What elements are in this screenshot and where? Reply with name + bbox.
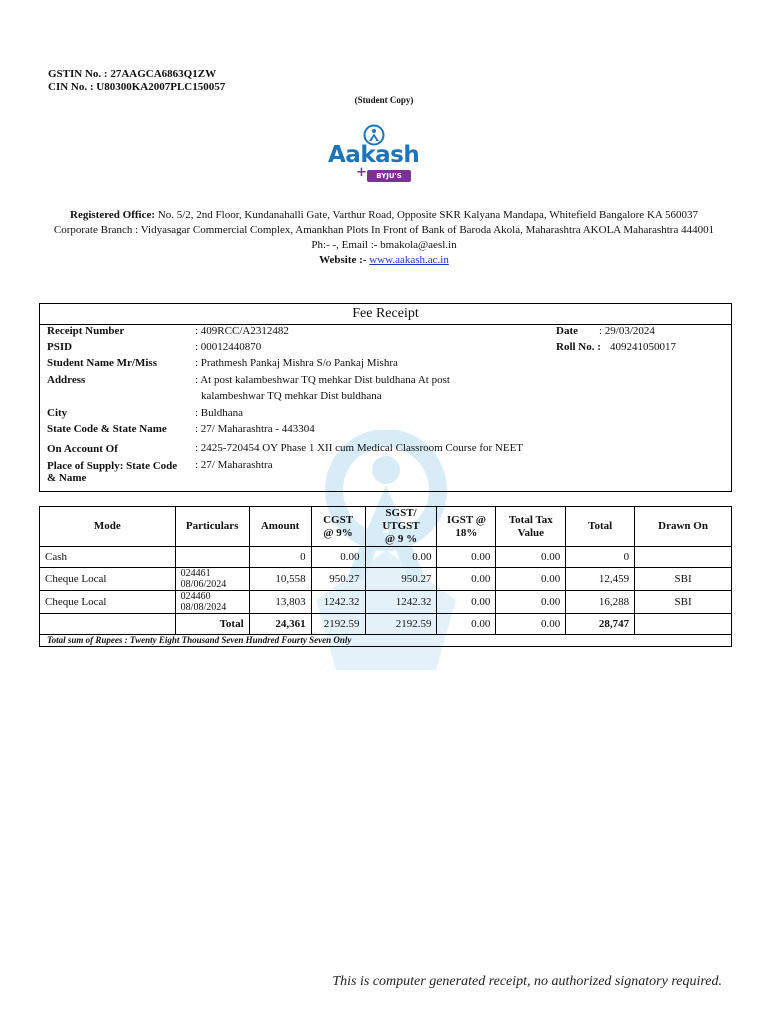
total-tax: 0.00 (496, 614, 566, 635)
address-line-1: : At post kalambeshwar TQ mehkar Dist buldhana At post (195, 374, 450, 386)
city-label: City (47, 407, 68, 419)
mode-cell: Cheque Local (40, 568, 176, 591)
cin-number: CIN No. : U80300KA2007PLC150057 (48, 81, 226, 93)
total-sgst: 2192.59 (365, 614, 437, 635)
address-line-2: kalambeshwar TQ mehkar Dist buldhana (201, 390, 382, 402)
table-row (40, 547, 732, 568)
account-label: On Account Of (47, 443, 118, 455)
payment-header-row (40, 507, 732, 547)
sgst-cell: 1242.32 (365, 591, 437, 614)
registered-office: Registered Office: No. 5/2, 2nd Floor, Kundanahalli Gate, Varthur Road, Opposite SKR Kalyana Mandapa, Whitefield Bangalore KA 560037 (70, 209, 698, 221)
col-cgst: CGST @ 9% (311, 507, 365, 547)
aakash-logo (326, 118, 436, 190)
particulars-cell: 024461 08/06/2024 (175, 568, 249, 591)
col-sgst: SGST/ UTGST @ 9 % (365, 507, 437, 547)
sgst-cell: 0.00 (365, 547, 437, 568)
byjus-badge: BYJU'S (367, 170, 411, 182)
col-igst: IGST @ 18% (437, 507, 496, 547)
tax-cell: 0.00 (496, 591, 566, 614)
tax-cell: 0.00 (496, 547, 566, 568)
total-cell: 12,459 (566, 568, 635, 591)
state-value: : 27/ Maharashtra - 443304 (195, 423, 315, 435)
igst-cell: 0.00 (437, 568, 496, 591)
col-drawn-on: Drawn On (635, 507, 732, 547)
payment-table (39, 506, 732, 647)
col-amount: Amount (249, 507, 311, 547)
website-link[interactable]: www.aakash.ac.in (369, 254, 449, 266)
table-row (40, 568, 732, 591)
address-label: Address (47, 374, 86, 386)
total-label: Total (175, 614, 249, 635)
amount-cell: 10,558 (249, 568, 311, 591)
psid-value: : 00012440870 (195, 341, 262, 353)
mode-cell: Cheque Local (40, 591, 176, 614)
igst-cell: 0.00 (437, 591, 496, 614)
roll-label: Roll No. : (556, 341, 601, 353)
particulars-cell (175, 547, 249, 568)
state-label: State Code & State Name (47, 423, 167, 435)
amount-cell: 13,803 (249, 591, 311, 614)
table-row (40, 591, 732, 614)
date-label: Date (556, 325, 578, 337)
psid-label: PSID (47, 341, 73, 353)
mode-cell: Cash (40, 547, 176, 568)
supply-value: : 27/ Maharashtra (195, 459, 273, 471)
total-igst: 0.00 (437, 614, 496, 635)
amount-cell: 0 (249, 547, 311, 568)
cgst-cell: 0.00 (311, 547, 365, 568)
tax-cell: 0.00 (496, 568, 566, 591)
drawn-on-cell (635, 547, 732, 568)
logo-plus: + (356, 165, 367, 180)
city-value: : Buldhana (195, 407, 243, 419)
copy-label: (Student Copy) (354, 95, 414, 105)
igst-cell: 0.00 (437, 547, 496, 568)
cgst-cell: 1242.32 (311, 591, 365, 614)
website-line: Website :- www.aakash.ac.in (319, 254, 449, 266)
col-mode: Mode (40, 507, 176, 547)
totals-row (40, 614, 732, 635)
total-in-words: Total sum of Rupees : Twenty Eight Thousand Seven Hundred Fourty Seven Only (40, 635, 732, 647)
fee-receipt-title: Fee Receipt (40, 304, 731, 325)
col-particulars: Particulars (175, 507, 249, 547)
total-cell: 16,288 (566, 591, 635, 614)
company-ids (48, 68, 225, 94)
total-amount: 24,361 (249, 614, 311, 635)
student-name-value: : Prathmesh Pankaj Mishra S/o Pankaj Mishra (195, 357, 398, 369)
drawn-on-cell: SBI (635, 591, 732, 614)
account-value: : 2425-720454 OY Phase 1 XII cum Medical Classroom Course for NEET (195, 442, 524, 454)
logo-wordmark: Aakash (328, 142, 420, 168)
particulars-cell: 024460 08/08/2024 (175, 591, 249, 614)
col-total-tax: Total Tax Value (496, 507, 566, 547)
gstin-number: GSTIN No. : 27AAGCA6863Q1ZW (48, 68, 217, 80)
col-total: Total (566, 507, 635, 547)
receipt-number-label: Receipt Number (47, 325, 125, 337)
contact-info: Ph:- -, Email :- bmakola@aesl.in (311, 239, 457, 251)
date-value: : 29/03/2024 (599, 325, 655, 337)
cgst-cell: 950.27 (311, 568, 365, 591)
grand-total: 28,747 (566, 614, 635, 635)
student-name-label: Student Name Mr/Miss (47, 357, 157, 369)
supply-label: Place of Supply: State Code & Name (47, 460, 178, 484)
fee-receipt-box (39, 303, 732, 492)
total-words-row (40, 635, 732, 647)
total-cgst: 2192.59 (311, 614, 365, 635)
sgst-cell: 950.27 (365, 568, 437, 591)
receipt-number-value: : 409RCC/A2312482 (195, 325, 289, 337)
office-address (44, 208, 724, 268)
roll-value: 409241050017 (610, 341, 676, 353)
drawn-on-cell: SBI (635, 568, 732, 591)
receipt-details (40, 325, 731, 491)
footer-note: This is computer generated receipt, no authorized signatory required. (332, 974, 722, 989)
total-cell: 0 (566, 547, 635, 568)
corporate-branch: Corporate Branch : Vidyasagar Commercial Complex, Amankhan Plots In Front of Bank of Baroda Akola, Maharashtra AKOLA Maharashtra 444001 (53, 224, 715, 236)
